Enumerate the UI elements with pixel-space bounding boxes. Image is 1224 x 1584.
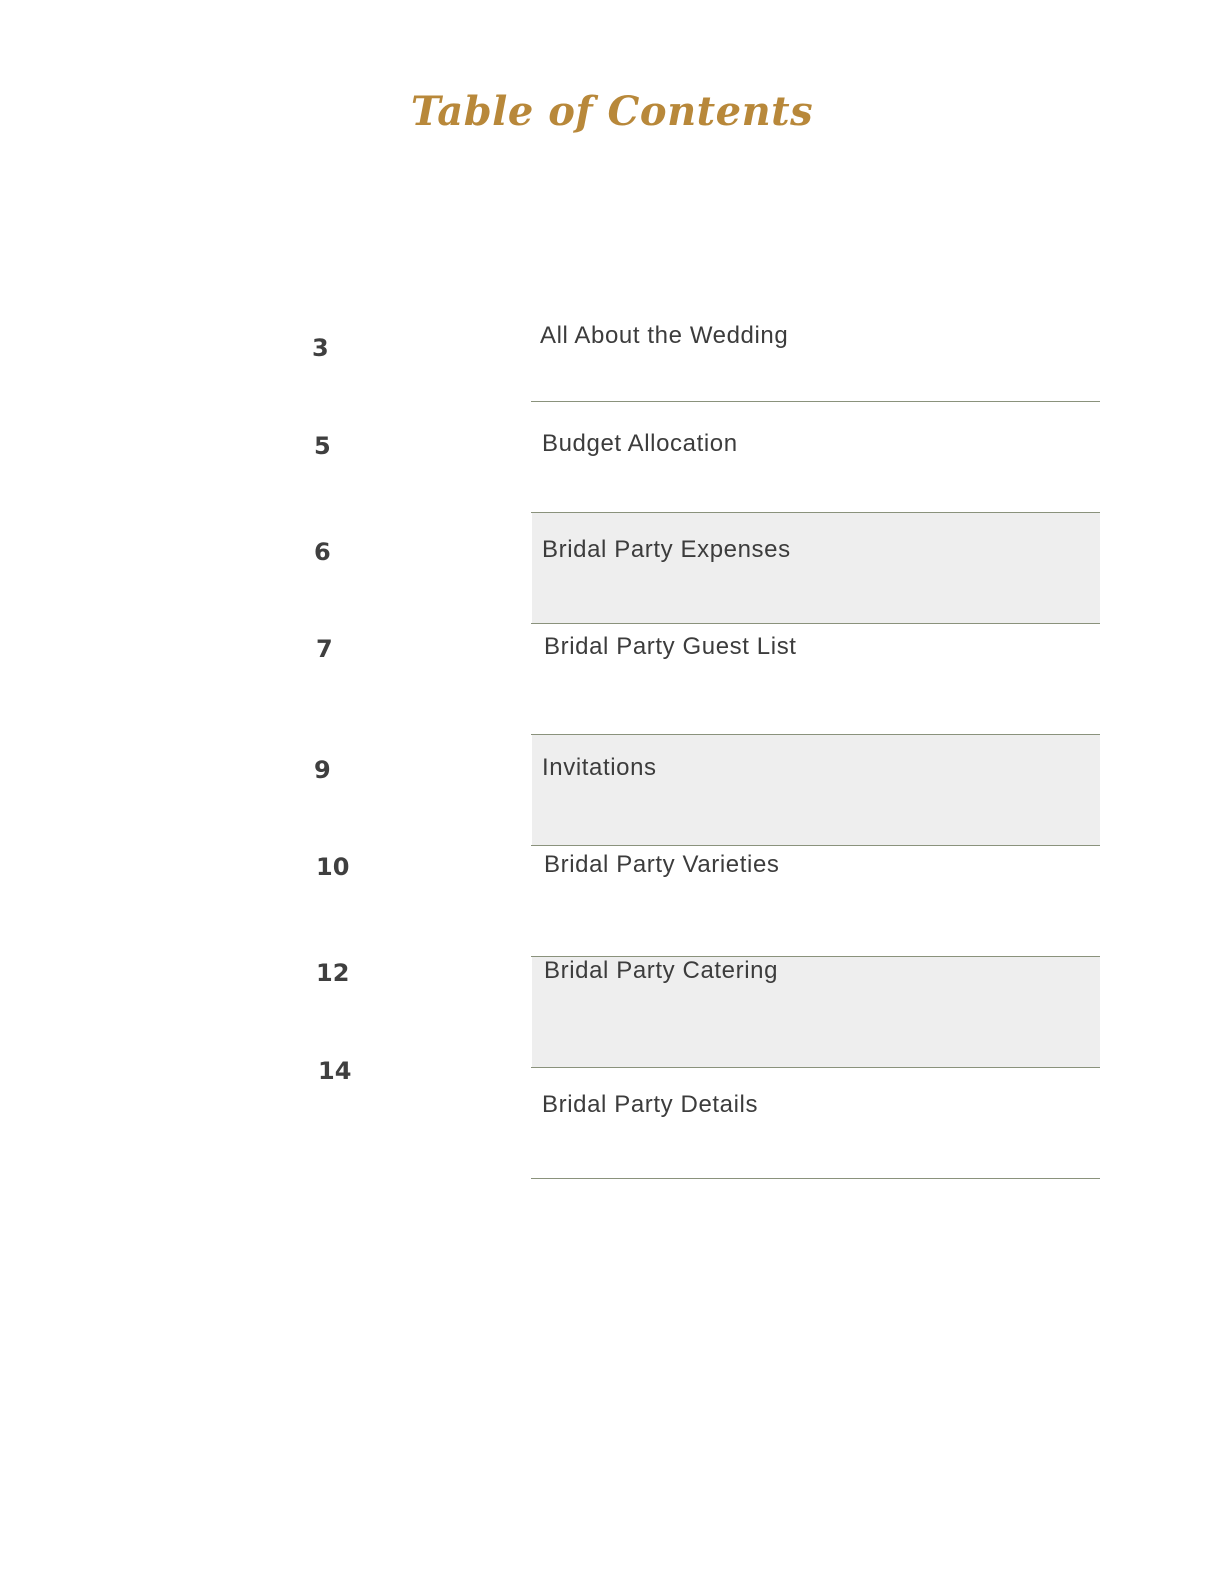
toc-entry-all-about-the-wedding[interactable]: All About the Wedding <box>540 322 789 349</box>
toc-page-number: 14 <box>318 1057 352 1085</box>
row-shade-bridal-party-expenses <box>532 513 1100 623</box>
toc-entry-bridal-party-details[interactable]: Bridal Party Details <box>542 1091 759 1118</box>
row-shade-invitations <box>532 735 1100 845</box>
row-divider <box>531 401 1100 402</box>
row-divider <box>531 512 1100 513</box>
toc-page-number: 6 <box>314 538 331 566</box>
toc-page-number: 5 <box>314 432 331 460</box>
row-divider <box>531 845 1100 846</box>
toc-entry-bridal-party-catering[interactable]: Bridal Party Catering <box>544 957 779 984</box>
row-divider <box>531 1067 1100 1068</box>
toc-entry-budget-allocation[interactable]: Budget Allocation <box>542 430 738 457</box>
toc-page-number: 3 <box>312 334 329 362</box>
toc-entry-bridal-party-guest-list[interactable]: Bridal Party Guest List <box>544 633 797 660</box>
row-divider <box>531 1178 1100 1179</box>
toc-page-number: 12 <box>316 959 350 987</box>
toc-page-number: 7 <box>316 635 333 663</box>
row-divider <box>531 623 1100 624</box>
toc-entry-invitations[interactable]: Invitations <box>542 754 657 781</box>
toc-page-number: 9 <box>314 756 331 784</box>
toc-entry-bridal-party-expenses[interactable]: Bridal Party Expenses <box>542 536 791 563</box>
page-title: Table of Contents <box>410 88 814 135</box>
row-divider <box>531 734 1100 735</box>
toc-page-number: 10 <box>316 853 350 881</box>
toc-entry-bridal-party-varieties[interactable]: Bridal Party Varieties <box>544 851 780 878</box>
